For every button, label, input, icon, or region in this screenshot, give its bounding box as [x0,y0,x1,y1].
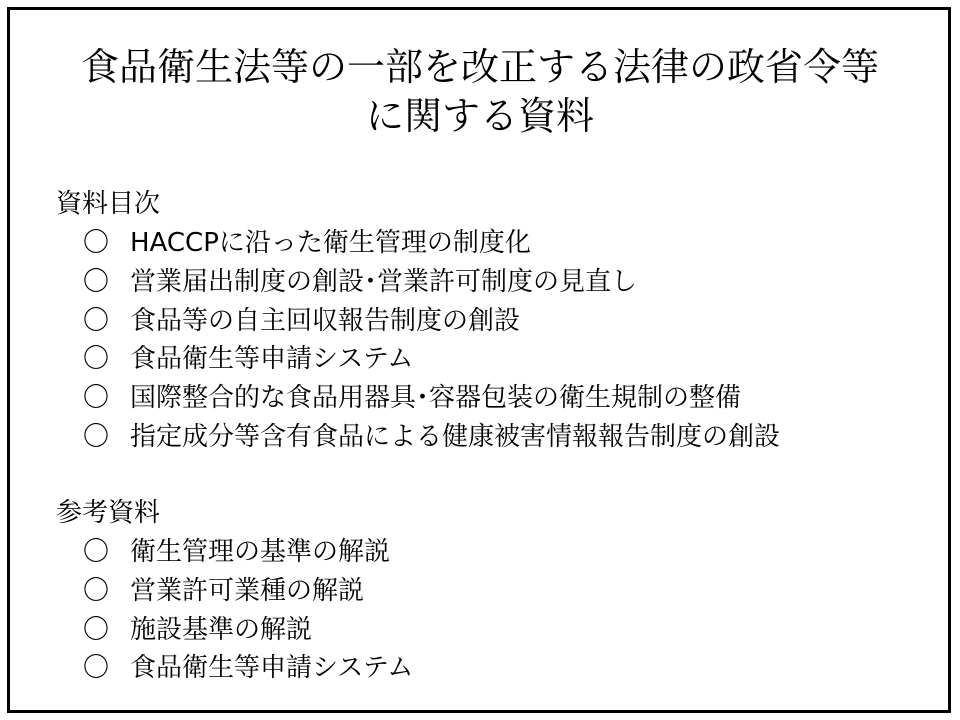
references-item-label: 食品衛生等申請システム [130,653,414,684]
circle-bullet-icon: 〇 [82,383,109,414]
references-item-label: 営業許可業種の解説 [130,575,365,606]
references-item-label: 施設基準の解説 [130,614,313,645]
contents-list [56,224,936,457]
contents-item-label: 営業届出制度の創設･営業許可制度の見直し [130,266,638,297]
circle-bullet-icon: 〇 [82,305,109,336]
title-line-2: に関する資料 [365,94,594,138]
circle-bullet-icon: 〇 [82,421,109,452]
contents-item [56,379,936,418]
contents-item-label: 国際整合的な食品用器具･容器包装の衛生規制の整備 [130,383,742,414]
references-section [56,493,936,688]
contents-item-label: 指定成分等含有食品による健康被害情報報告制度の創設 [130,421,781,452]
circle-bullet-icon: 〇 [82,266,109,297]
contents-section [56,184,936,457]
circle-bullet-icon: 〇 [82,653,109,684]
references-item [56,572,936,611]
contents-item [56,340,936,379]
circle-bullet-icon: 〇 [82,228,109,258]
slide-title [0,43,960,141]
title-line-1: 食品衛生法等の一部を改正する法律の政省令等 [80,45,879,89]
references-item [56,611,936,650]
references-item [56,649,936,688]
circle-bullet-icon: 〇 [82,537,109,567]
contents-item [56,263,936,302]
references-item [56,533,936,572]
contents-item [56,224,936,263]
contents-item [56,302,936,341]
references-list [56,533,936,688]
circle-bullet-icon: 〇 [82,575,109,606]
contents-item-label: HACCPに沿った衛生管理の制度化 [130,228,531,258]
contents-item [56,418,936,457]
references-item-label: 衛生管理の基準の解説 [130,537,391,567]
circle-bullet-icon: 〇 [82,344,109,375]
circle-bullet-icon: 〇 [82,614,109,645]
references-heading: 参考資料 [56,498,161,528]
contents-heading: 資料目次 [56,189,161,219]
contents-item-label: 食品衛生等申請システム [130,344,414,375]
contents-item-label: 食品等の自主回収報告制度の創設 [130,305,521,336]
